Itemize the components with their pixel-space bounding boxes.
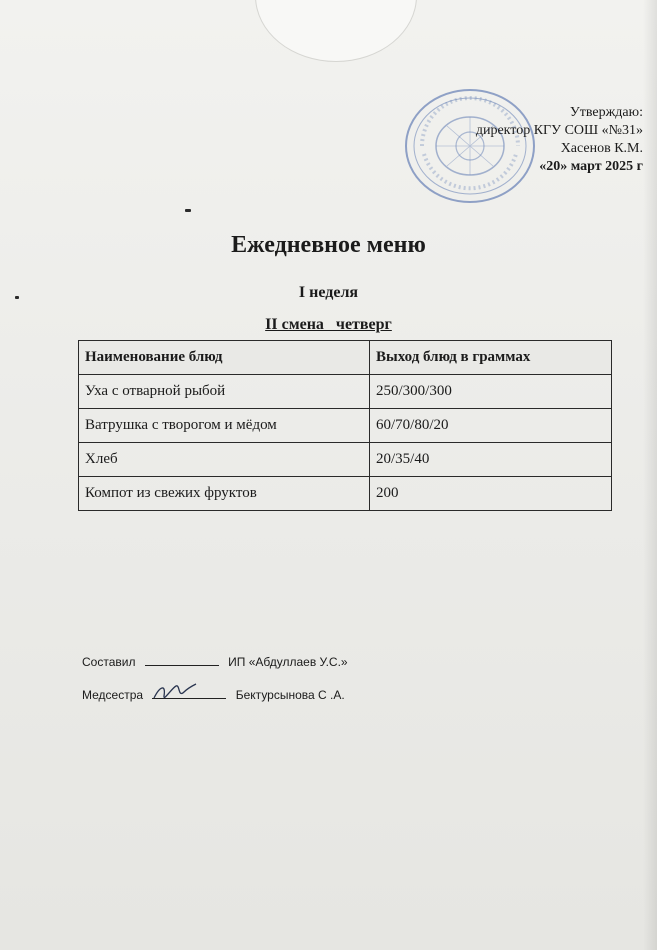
approval-line: Утверждаю: bbox=[569, 105, 643, 120]
approval-line: директор КГУ СОШ «№31» bbox=[475, 123, 643, 138]
page-title: Ежедневное меню bbox=[231, 232, 426, 258]
paper-mark bbox=[185, 209, 191, 212]
compiled-by-line bbox=[82, 655, 348, 669]
approval-line: Хасенов К.М. bbox=[560, 141, 643, 156]
column-header-dish: Наименование блюд bbox=[79, 341, 370, 375]
dish-name: Ватрушка с творогом и мёдом bbox=[79, 409, 370, 443]
menu-table bbox=[78, 340, 612, 511]
shift-day-label: II смена четверг bbox=[265, 316, 392, 333]
signature-line bbox=[145, 665, 219, 666]
dish-weight: 60/70/80/20 bbox=[370, 409, 612, 443]
table-row bbox=[79, 375, 612, 409]
compiled-by-name: ИП «Абдуллаев У.С.» bbox=[228, 655, 348, 669]
table-row bbox=[79, 409, 612, 443]
table-row bbox=[79, 477, 612, 511]
handwritten-signature bbox=[150, 680, 198, 704]
dish-name: Компот из свежих фруктов bbox=[79, 477, 370, 511]
table-row bbox=[79, 443, 612, 477]
compiled-by-label: Составил bbox=[82, 655, 136, 669]
nurse-name: Бектурсынова С .А. bbox=[235, 688, 345, 702]
approval-date: «20» март 2025 г bbox=[539, 159, 643, 174]
page-edge-shadow bbox=[643, 0, 657, 950]
column-header-weight: Выход блюд в граммах bbox=[370, 341, 612, 375]
dish-name: Хлеб bbox=[79, 443, 370, 477]
nurse-label: Медсестра bbox=[82, 688, 144, 702]
dish-weight: 20/35/40 bbox=[370, 443, 612, 477]
dish-weight: 250/300/300 bbox=[370, 375, 612, 409]
dish-weight: 200 bbox=[370, 477, 612, 511]
approval-block bbox=[413, 104, 643, 176]
paper-mark bbox=[15, 296, 19, 299]
table-header-row bbox=[79, 341, 612, 375]
nurse-line bbox=[82, 688, 345, 702]
dish-name: Уха с отварной рыбой bbox=[79, 375, 370, 409]
week-label: I неделя bbox=[298, 284, 359, 301]
